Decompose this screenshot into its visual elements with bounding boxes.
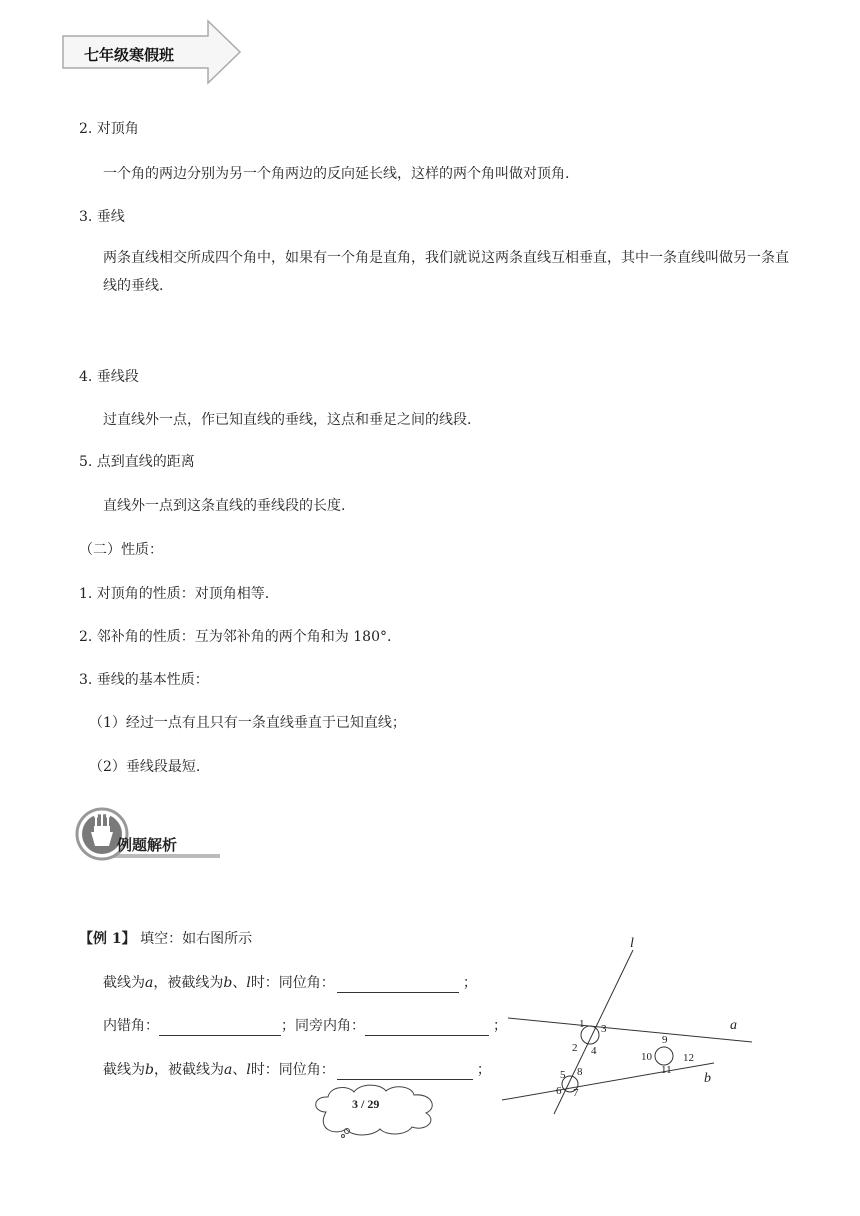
line-b xyxy=(502,1063,714,1100)
var: a xyxy=(223,1062,233,1078)
intersecting-lines-diagram xyxy=(490,930,765,1120)
angle-label-11: 11 xyxy=(661,1064,672,1076)
example-line-1 xyxy=(103,973,477,993)
line-a xyxy=(508,1018,752,1042)
definition-heading-4: 4. 垂线段 xyxy=(79,369,139,385)
section-title: 例题解析 xyxy=(117,836,178,854)
definition-body-2: 一个角的两边分别为另一个角两边的反向延长线，这样的两个角叫做对顶角. xyxy=(103,166,570,182)
label-a: a xyxy=(730,1018,737,1033)
header-label: 七年级寒假班 xyxy=(84,46,175,64)
example-tag: 【例 1】 xyxy=(79,931,136,947)
property-item-2: 2. 邻补角的性质：互为邻补角的两个角和为 180°. xyxy=(79,629,392,645)
property-subitem-1: （1）经过一点有且只有一条直线垂直于已知直线； xyxy=(89,715,406,731)
definition-heading-3: 3. 垂线 xyxy=(79,209,125,225)
text: ； xyxy=(462,975,477,991)
text: ，被截线为 xyxy=(153,1062,224,1078)
property-item-1: 1. 对顶角的性质：对顶角相等. xyxy=(79,586,270,602)
definition-heading-2: 2. 对顶角 xyxy=(79,121,139,137)
answer-blank[interactable] xyxy=(337,978,459,993)
properties-heading: （二）性质： xyxy=(79,542,163,558)
angle-label-3: 3 xyxy=(601,1023,607,1035)
text: 时：同位角： xyxy=(250,975,335,991)
text: ； xyxy=(493,1018,507,1034)
angle-label-1: 1 xyxy=(579,1018,585,1030)
angle-label-9: 9 xyxy=(662,1034,668,1046)
var: a xyxy=(145,975,154,991)
angle-label-2: 2 xyxy=(572,1042,578,1054)
var: b xyxy=(145,1062,154,1078)
property-subitem-2: （2）垂线段最短. xyxy=(89,759,201,775)
line-l xyxy=(554,950,633,1114)
text: 截线为 xyxy=(103,1062,145,1078)
example-line-2 xyxy=(103,1016,507,1036)
angle-label-6: 6 xyxy=(556,1085,562,1097)
angle-label-4: 4 xyxy=(591,1045,597,1057)
angle-label-5: 5 xyxy=(560,1069,566,1081)
text: 内错角： xyxy=(103,1018,159,1034)
property-item-3: 3. 垂线的基本性质： xyxy=(79,672,209,688)
definition-body-4: 过直线外一点，作已知直线的垂线，这点和垂足之间的线段. xyxy=(103,412,472,428)
example-header xyxy=(79,929,252,949)
angle-label-10: 10 xyxy=(641,1051,652,1063)
label-b: b xyxy=(704,1071,711,1086)
angle-arc xyxy=(655,1047,673,1065)
answer-blank[interactable] xyxy=(159,1021,281,1036)
definition-body-5: 直线外一点到这条直线的垂线段的长度. xyxy=(103,498,346,514)
answer-blank[interactable] xyxy=(337,1065,473,1080)
label-l: l xyxy=(630,936,634,951)
text: 、 xyxy=(232,975,247,991)
text: 时：同位角： xyxy=(250,1062,335,1078)
text: 、 xyxy=(232,1062,247,1078)
var: l xyxy=(246,1062,251,1078)
text: ； xyxy=(476,1062,491,1078)
angle-label-7: 7 xyxy=(573,1087,579,1099)
definition-body-3: 两条直线相交所成四个角中，如果有一个角是直角，我们就说这两条直线互相垂直，其中一条直线叫做另一条直线的垂线. xyxy=(103,250,789,294)
text: ，被截线为 xyxy=(153,975,224,991)
angle-label-12: 12 xyxy=(683,1052,694,1064)
var: l xyxy=(246,975,251,991)
var: b xyxy=(223,975,233,991)
page-number: 3 / 29 xyxy=(352,1097,380,1111)
definition-heading-5: 5. 点到直线的距离 xyxy=(79,454,195,470)
text: ；同旁内角： xyxy=(281,1018,365,1034)
example-intro: 填空：如右图所示 xyxy=(140,931,253,947)
answer-blank[interactable] xyxy=(365,1021,489,1036)
text: 截线为 xyxy=(103,975,145,991)
example-line-3 xyxy=(103,1060,491,1080)
angle-label-8: 8 xyxy=(577,1066,583,1078)
